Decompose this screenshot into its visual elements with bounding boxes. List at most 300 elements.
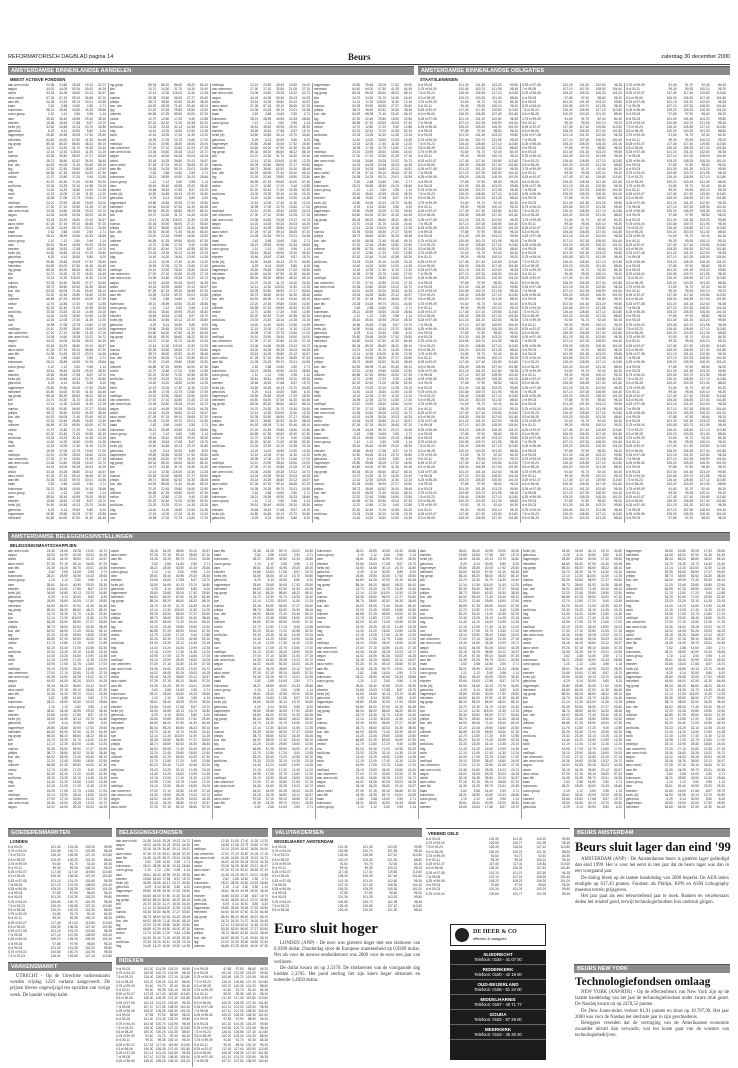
quote-value: 17,05 [59, 322, 68, 327]
quote-value: 98,60 [701, 515, 710, 520]
quote-value: 16,50 [276, 196, 285, 201]
quote-value: 25,65 [365, 83, 374, 87]
quote-value: 106,35 [579, 381, 589, 386]
quote-value: 88,60 [614, 515, 622, 520]
quote-value: 106,35 [475, 314, 485, 319]
quote-value: 92,40 [701, 284, 710, 289]
quote-value: 1,12 [366, 314, 374, 319]
quote-value: 57,20 [98, 95, 106, 100]
quote-value: 2,60 [277, 120, 285, 125]
quote-value: 106,35 [475, 263, 485, 268]
fund-name: numico [8, 620, 19, 625]
quote-value: 100,65 [458, 440, 469, 445]
quote-value: 91,70 [477, 402, 485, 407]
quote-value: 105,25 [579, 494, 589, 499]
quote-value: 99,80 [614, 99, 622, 104]
quote-value: 30,05 [72, 599, 81, 604]
quote-value: 34,25 [365, 419, 374, 424]
quote-value: 1,12 [60, 364, 68, 369]
quote-value: 24,36 [148, 150, 157, 155]
quote-value: 107,40 [699, 499, 710, 504]
quote-value: 18,50 [289, 209, 298, 214]
quote-value: 95,20 [510, 507, 518, 512]
quote-value: 27,27 [289, 415, 298, 420]
quote-value: 100,20 [666, 230, 677, 235]
fund-name: oce [8, 322, 14, 327]
quote-value: 84,30 [614, 318, 622, 323]
quote-value: 105,25 [579, 293, 589, 298]
quote-value: 99,35 [685, 137, 693, 142]
fund-name: akzo nobel [212, 230, 228, 235]
fund-name: 6,25 nl 96-06 [522, 343, 541, 348]
quote-value: 23,15 [302, 444, 310, 449]
quote-value: 56,90 [174, 347, 183, 352]
quote-value: 24,30 [263, 406, 272, 411]
fund-name: 6,5 nl 96-06 [626, 297, 643, 302]
quote-value: 44,02 [352, 288, 361, 293]
quote-value: 24,33 [391, 436, 400, 441]
quote-value: 24,60 [161, 276, 170, 281]
fund-name: vedior [314, 503, 323, 508]
quote-value: 101,20 [683, 503, 693, 508]
quote-value: 110,80 [508, 91, 518, 96]
fund-name: 5,5 nl 98-28 [626, 280, 643, 285]
quote-value: 8,57 [392, 448, 400, 453]
quote-value: 101,95 [491, 389, 502, 394]
quote-value: 24,70 [148, 339, 157, 344]
quote-value: 52,20 [46, 179, 55, 184]
quote-value: 24,33 [85, 108, 94, 113]
quote-value: 16,95 [46, 322, 55, 327]
quote-value: 100,65 [562, 356, 573, 361]
quote-value: 12,25 [404, 99, 412, 104]
fund-name: ing groep [110, 209, 124, 214]
quote-value: 24,60 [161, 150, 170, 155]
quote-value: 57,20 [302, 104, 310, 109]
quote-value: 24,35 [250, 360, 259, 365]
fund-name: 6,5 nl 96-06 [522, 230, 539, 235]
quote-value: 100,20 [666, 280, 677, 285]
quote-value: 31,70 [276, 406, 285, 411]
fund-name: 5,75 nl 94-04 [418, 389, 437, 394]
quote-value: 17,05 [59, 448, 68, 453]
quote-value: 99,35 [685, 238, 693, 243]
quote-value: 25,28 [276, 91, 285, 96]
quote-value: 1,10 [150, 179, 157, 184]
quote-value: 117,45 [458, 511, 469, 516]
quote-value: 66,85 [46, 171, 55, 176]
fund-name: 7 nl 95-05 [626, 507, 641, 512]
quote-value: 34,65 [365, 200, 374, 205]
fund-name: 8,25 nl 92-07 [522, 125, 541, 130]
quote-value: 12,14 [352, 225, 361, 230]
fund-name: 6 nl 93-03 [522, 99, 537, 104]
quote-value: 52,40 [59, 179, 68, 184]
quote-value: 98,45 [614, 457, 622, 462]
fund-name: 5 nl 00-11 [626, 288, 640, 293]
quote-value: 103,20 [595, 503, 606, 508]
bonds-band: AMSTERDAMSE BINNENLANDSE OBLIGATIES [418, 67, 730, 75]
quote-value: 14,20 [365, 137, 374, 142]
quote-value: 28,59 [263, 368, 272, 373]
fund-name: 7 nl 95-05 [626, 255, 641, 260]
quote-value: 24,60 [59, 335, 68, 340]
quote-value: 126,40 [666, 478, 677, 483]
quote-value: 40,95 [276, 503, 285, 508]
fund-name: vnu [314, 507, 320, 512]
quote-value: 41,30 [391, 213, 400, 218]
quote-value: 2,62 [150, 423, 157, 428]
quote-value: 27,27 [85, 406, 94, 411]
quote-value: 0,96 [290, 120, 298, 125]
fund-name: oce [110, 137, 116, 142]
fund-name: 6,5 nl 96-06 [418, 465, 435, 470]
quote-value: 101,00 [716, 461, 726, 466]
quote-value: 22,20 [46, 633, 55, 638]
quote-value: 27,00 [148, 146, 157, 151]
quote-value: 12,25 [302, 158, 310, 163]
quote-value: 44,25 [98, 213, 106, 218]
quote-value: 38,60 [365, 108, 374, 113]
fund-name: numico [8, 406, 19, 411]
quote-value: 40,13 [276, 259, 285, 264]
quote-value: 57,15 [365, 171, 374, 176]
fund-name: 8,25 nl 92-07 [626, 343, 645, 348]
quote-value: 12,05 [161, 385, 170, 390]
quote-value: 101,15 [562, 183, 573, 188]
quote-value: 53,35 [250, 162, 259, 167]
quote-value: 13,60 [85, 448, 94, 453]
quote-value: 98,45 [614, 406, 622, 411]
quote-value: 6,20 [405, 330, 412, 335]
quote-value: 97,90 [477, 381, 485, 386]
quote-value: 53,40 [85, 415, 94, 420]
quote-value: 23,90 [263, 83, 272, 87]
quote-value: 101,20 [579, 436, 589, 441]
quote-value: 52,40 [161, 246, 170, 251]
quote-value: 17,00 [200, 137, 208, 142]
fund-name: 6 nl 93-03 [522, 150, 537, 155]
quote-value: 0,96 [392, 440, 400, 445]
quote-value: 110,80 [716, 478, 726, 483]
fund-name: 6,5 nl 96-06 [418, 112, 435, 117]
quote-value: 101,95 [595, 507, 606, 512]
quote-value: 117,45 [458, 108, 469, 113]
quote-value: 17,68 [378, 196, 387, 201]
quote-value: 14,40 [250, 448, 259, 453]
quote-value: 53,40 [391, 238, 400, 243]
quote-value: 59,70 [72, 352, 81, 356]
quote-value: 35,61 [250, 251, 259, 256]
fund-name: vedior [8, 641, 17, 646]
quote-value: 28,40 [174, 267, 183, 272]
quote-value: 27,15 [404, 406, 412, 411]
quote-value: 34,80 [302, 259, 310, 264]
fund-name: corus group [110, 179, 127, 184]
quote-value: 64,00 [365, 213, 374, 218]
quote-value: 52,20 [148, 246, 157, 251]
fund-name: nedlloyd [212, 461, 224, 466]
fund-name: 5,5 nl 98-28 [626, 129, 643, 134]
quote-value: 52,20 [250, 314, 259, 319]
quote-value: 105,25 [683, 259, 693, 264]
quote-value: 17,40 [378, 394, 387, 399]
quote-value: 59,10 [72, 473, 81, 478]
quote-value: 12,80 [161, 494, 170, 499]
quote-value: 34,30 [391, 486, 400, 491]
quote-value: 100,10 [491, 457, 502, 462]
quote-value: 127,10 [595, 360, 606, 365]
fund-name: 6 nl 93-03 [522, 301, 537, 306]
quote-value: 8,57 [188, 314, 196, 319]
fund-name: philips [314, 486, 324, 491]
quote-value: 12,05 [59, 444, 68, 449]
quote-value: 44,25 [98, 465, 106, 470]
quote-value: 30,50 [276, 515, 285, 520]
quote-value: 15,66 [46, 246, 55, 251]
quote-value: 12,14 [250, 158, 259, 163]
quote-value: 85,20 [161, 461, 170, 466]
fund-name: philips [110, 225, 120, 230]
quote-value: 16,95 [148, 389, 157, 394]
quote-value: 57,15 [161, 162, 170, 167]
fund-name: dsm [8, 116, 15, 121]
quote-value: 105,25 [683, 209, 693, 214]
quote-value: 85,20 [59, 267, 68, 272]
quote-value: 15,70 [200, 440, 208, 445]
fund-name: 6,25 nl 96-06 [626, 309, 645, 314]
quote-value: 16,50 [174, 129, 183, 134]
quote-value: 25,65 [263, 267, 272, 272]
quote-value: 20,12 [85, 557, 94, 562]
quote-value: 30,03 [289, 95, 298, 100]
quote-value: 6,20 [201, 322, 208, 327]
quote-value: 117,45 [458, 209, 469, 214]
quote-value: 9,40 [188, 116, 196, 121]
quote-value: 106,30 [458, 162, 469, 167]
quote-value: 24,25 [365, 301, 374, 306]
quote-value: 34,50 [46, 503, 55, 508]
quote-value: 12,80 [59, 175, 68, 180]
quote-value: 23,15 [200, 251, 208, 256]
quote-value: 105,25 [475, 377, 485, 382]
fund-name: hbg [110, 129, 116, 134]
quote-value: 42,55 [289, 440, 298, 445]
quote-value: 1,12 [60, 238, 68, 243]
quote-value: 14,35 [85, 309, 94, 314]
quote-value: 113,60 [508, 108, 518, 113]
quote-value: 42,55 [289, 314, 298, 319]
quote-value: 25,28 [378, 284, 387, 289]
quote-value: 35,40 [161, 183, 170, 188]
quote-value: 27,00 [250, 213, 259, 218]
quote-value: 14,35 [85, 436, 94, 441]
quote-value: 106,30 [595, 141, 606, 146]
quote-value: 105,20 [666, 209, 677, 214]
quote-value: 106,30 [666, 297, 677, 302]
fund-name: dsm [110, 183, 117, 188]
quote-value: 57,15 [263, 356, 272, 361]
quote-value: 23,25 [59, 309, 68, 314]
fund-name: philips [110, 478, 120, 483]
quote-value: 99,80 [718, 419, 726, 424]
quote-value: 24,30 [365, 95, 374, 100]
quote-value: 95,20 [510, 457, 518, 462]
quote-value: 106,30 [491, 377, 502, 382]
quote-value: 11,30 [289, 200, 298, 205]
fund-name: wolt.kluw. [314, 259, 328, 264]
quote-value: 23,90 [161, 267, 170, 272]
quote-value: 6,29 [150, 322, 157, 327]
quote-value: 57,26 [46, 473, 55, 478]
quote-value: 40,13 [72, 251, 81, 256]
quote-value: 2,62 [48, 356, 55, 361]
fund-name: 7,5 nl 93-23 [418, 293, 435, 298]
quote-value: 100,20 [458, 196, 469, 201]
quote-value: 24,35 [352, 175, 361, 180]
quote-value: 2,50 [188, 171, 196, 176]
quote-value: 12,30 [59, 402, 68, 407]
quote-value: 35,61 [250, 125, 259, 130]
quote-value: 91,70 [685, 436, 693, 441]
quote-value: 96,35 [718, 251, 726, 256]
quote-value: 14,40 [148, 129, 157, 134]
funds-columns [8, 549, 730, 819]
quote-value: 64,60 [148, 204, 157, 209]
quote-value: 91,70 [477, 150, 485, 155]
quote-value: 127,10 [595, 410, 606, 415]
quote-value: 23,90 [59, 452, 68, 457]
fund-name: ahold [8, 217, 16, 222]
quote-value: 2,71 [405, 179, 412, 184]
quote-value: 11,50 [289, 158, 298, 163]
quote-value: 99,35 [477, 104, 485, 109]
quote-value: 24,30 [161, 465, 170, 470]
quote-value: 33,18 [46, 91, 55, 96]
quote-value: 35,30 [404, 192, 412, 197]
quote-value: 53,35 [352, 482, 361, 487]
quote-value: 48,22 [187, 209, 196, 214]
quote-value: 38,45 [200, 352, 208, 356]
quote-value: 102,60 [699, 352, 710, 356]
quote-value: 18,50 [85, 419, 94, 424]
quote-value: 101,00 [508, 326, 518, 331]
quote-value: 99,80 [510, 183, 518, 188]
quote-value: 95,20 [614, 171, 622, 176]
listing-column [522, 83, 622, 520]
quote-value: 38,73 [352, 486, 361, 491]
quote-value: 100,20 [562, 263, 573, 268]
quote-value: 52,20 [352, 507, 361, 512]
quote-value: 23,15 [99, 649, 107, 654]
quote-value: 18,50 [85, 452, 94, 457]
quote-value: 34,50 [352, 200, 361, 205]
fund-name: 7,5 nl 93-23 [626, 225, 643, 230]
quote-value: 24,55 [98, 225, 106, 230]
quote-value: 17,40 [378, 141, 387, 146]
quote-value: 98,60 [493, 482, 502, 487]
quote-value: 92,40 [493, 200, 502, 205]
quote-value: 100,70 [683, 221, 693, 226]
quote-value: 32,10 [72, 649, 81, 654]
fund-name: fortis (nl) [212, 133, 225, 138]
quote-value: 100,20 [666, 431, 677, 436]
quote-value: 104,40 [508, 373, 518, 378]
quote-value: 56,90 [174, 95, 183, 100]
quote-value: 99,30 [668, 87, 677, 92]
fund-name: 7 nl 95-05 [418, 171, 433, 176]
quote-value: 105,20 [458, 427, 469, 432]
quote-value: 92,40 [493, 452, 502, 457]
quote-value: 5,80 [290, 389, 298, 394]
fund-name: getronics [8, 255, 21, 260]
quote-value: 28,21 [352, 309, 361, 314]
quote-value: 67,25 [59, 297, 68, 302]
quote-value: 97,90 [685, 364, 693, 369]
quote-value: 24,10 [352, 276, 361, 281]
fund-name: 7,5 nl 93-23 [418, 394, 435, 399]
quote-value: 25,80 [148, 326, 157, 331]
quote-value: 2,50 [392, 431, 400, 436]
quote-value: 11,30 [187, 133, 196, 138]
quote-value: 101,35 [683, 318, 693, 323]
fund-name: 3,75 nl 99-09 [522, 217, 541, 222]
fund-name: 5 nl 00-11 [418, 305, 432, 310]
fund-name: ahold [212, 99, 220, 104]
quote-value: 113,60 [612, 326, 622, 331]
quote-value: 20,12 [187, 284, 196, 289]
quote-value: 17,40 [276, 200, 285, 205]
quote-value: 106,30 [666, 95, 677, 100]
quote-value: 40,95 [378, 192, 387, 197]
quote-value: 44,25 [98, 339, 106, 344]
quote-value: 36,80 [378, 293, 387, 298]
quote-value: 34,80 [98, 503, 106, 508]
quote-value: 24,40 [200, 339, 208, 344]
quote-value: 17,92 [391, 83, 400, 87]
quote-value: 106,30 [666, 146, 677, 151]
quote-value: 117,40 [475, 511, 485, 516]
fund-name: kpn [314, 352, 320, 356]
quote-value: 98,60 [597, 95, 606, 100]
quote-value: 34,57 [98, 91, 106, 96]
quote-value: 16,50 [72, 440, 81, 445]
quote-value: 32,80 [174, 272, 183, 277]
quote-value: 12,05 [365, 141, 374, 146]
quote-value: 12,70 [250, 183, 259, 188]
quote-value: 52,30 [404, 255, 412, 260]
quote-value: 22,75 [174, 515, 183, 520]
quote-value: 57,20 [98, 347, 106, 352]
quote-value: 34,57 [302, 99, 310, 104]
quote-value: 41,30 [85, 137, 94, 142]
quote-value: 14,60 [276, 238, 285, 243]
quote-value: 88,60 [614, 162, 622, 167]
quote-value: 32,80 [174, 398, 183, 403]
fund-name: aegon [8, 465, 17, 470]
quote-value: 64,00 [59, 515, 68, 520]
fund-name: 8,25 nl 92-07 [626, 293, 645, 298]
quote-value: 35,30 [200, 309, 208, 314]
quote-value: 91,70 [581, 419, 589, 424]
fund-name: 3,75 nl 99-09 [626, 335, 645, 340]
quote-value: 65,10 [404, 112, 412, 117]
quote-value: 108,90 [595, 238, 606, 243]
quote-value: 64,00 [365, 87, 374, 92]
quote-value: 53,50 [365, 230, 374, 235]
quote-value: 67,30 [200, 112, 208, 117]
quote-value: 34,80 [302, 511, 310, 516]
